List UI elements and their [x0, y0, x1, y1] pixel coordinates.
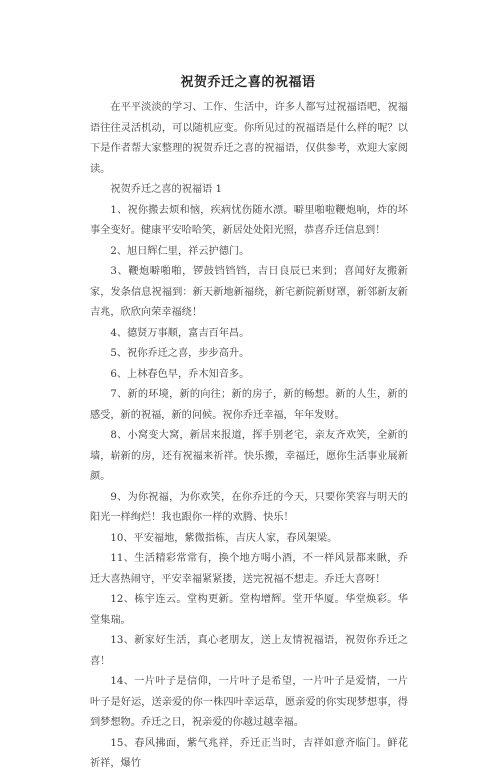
section-heading: 祝贺乔迁之喜的祝福语 1	[110, 184, 222, 195]
intro-paragraph: 在平平淡淡的学习、工作、生活中，许多人都写过祝福语吧，祝福语往往灵活机动，可以随机应变。你所见过的祝福语是什么样的呢？以下是作者帮大家整理的祝贺乔迁之喜的祝福语，仅供参考，欢迎大家阅读。	[90, 102, 408, 175]
wish-paragraph: 1、祝你搬去烦和恼，疾病忧伤随水漂。噼里啪啦鞭炮响，炸的坏事全变好。健康平安哈哈笑，新居处处阳光照，恭喜乔迁信息到！	[90, 204, 408, 236]
wish-paragraph: 15、春风拂面，紫气兆祥，乔迁正当时，吉祥如意齐临门。鲜花祈祥，爆竹	[90, 737, 408, 769]
wish-paragraph: 5、祝你乔迁之喜，步步高升。	[110, 348, 250, 359]
wish-paragraph: 13、新家好生活，真心老朋友，送上友情祝福语，祝贺你乔迁之喜！	[90, 635, 408, 667]
document-body	[90, 98, 408, 775]
wish-paragraph: 6、上林春色早，乔木知音多。	[110, 368, 250, 380]
wish-paragraph: 9、为你祝福，为你欢笑，在你乔迁的今天，只要你笑容与明天的阳光一样绚烂！我也跟你一样的欢腾、快乐！	[90, 491, 408, 523]
wish-paragraph: 4、德贤万事顺，富吉百年昌。	[110, 327, 250, 339]
wish-paragraph: 2、旭日辉仁里，祥云护德门。	[110, 245, 250, 257]
wish-paragraph: 11、生活精彩常常有，换个地方喝小酒，不一样风景都来瞅，乔迁大喜热闹守，平安幸福紧紧搂，送完祝福不想走。乔迁大喜呀！	[90, 553, 408, 585]
wish-paragraph: 10、平安福地，紫微指栋，吉庆人家，春风架梁。	[110, 532, 338, 544]
wish-paragraph: 7、新的环境，新的向往；新的房子，新的畅想。新的人生，新的感受，新的祝福，新的问候。祝你乔迁幸福，年年发财。	[90, 389, 408, 421]
wish-paragraph: 14、一片叶子是信仰，一片叶子是希望，一片叶子是爱情，一片叶子是好运，送亲爱的你一株四叶幸运草，愿亲爱的你实现梦想事，得到梦想物。乔迁之日，祝亲爱的你越过越幸福。	[90, 676, 408, 728]
wish-paragraph: 3、鞭炮噼啪啪，锣鼓铛铛铛，吉日良辰已来到；喜闻好友搬新家，发条信息祝福到：新天新地新福绕，新宅新院新财罩，新邻新友新吉兆，欣欣向荣幸福绕！	[90, 266, 408, 318]
document-title: 祝贺乔迁之喜的祝福语	[180, 75, 316, 90]
wish-paragraph: 8、小窝变大窝，新居来报道，挥手别老宅，亲友齐欢笑，全新的墙，崭新的房，还有祝福来祈祥。快乐搬，幸福迁，愿你生活事业展新颜。	[90, 430, 408, 482]
wish-paragraph: 12、栋宇连云。堂构更新。堂构增辉。堂开华厦。华堂焕彩。华堂集瑞。	[90, 594, 408, 626]
